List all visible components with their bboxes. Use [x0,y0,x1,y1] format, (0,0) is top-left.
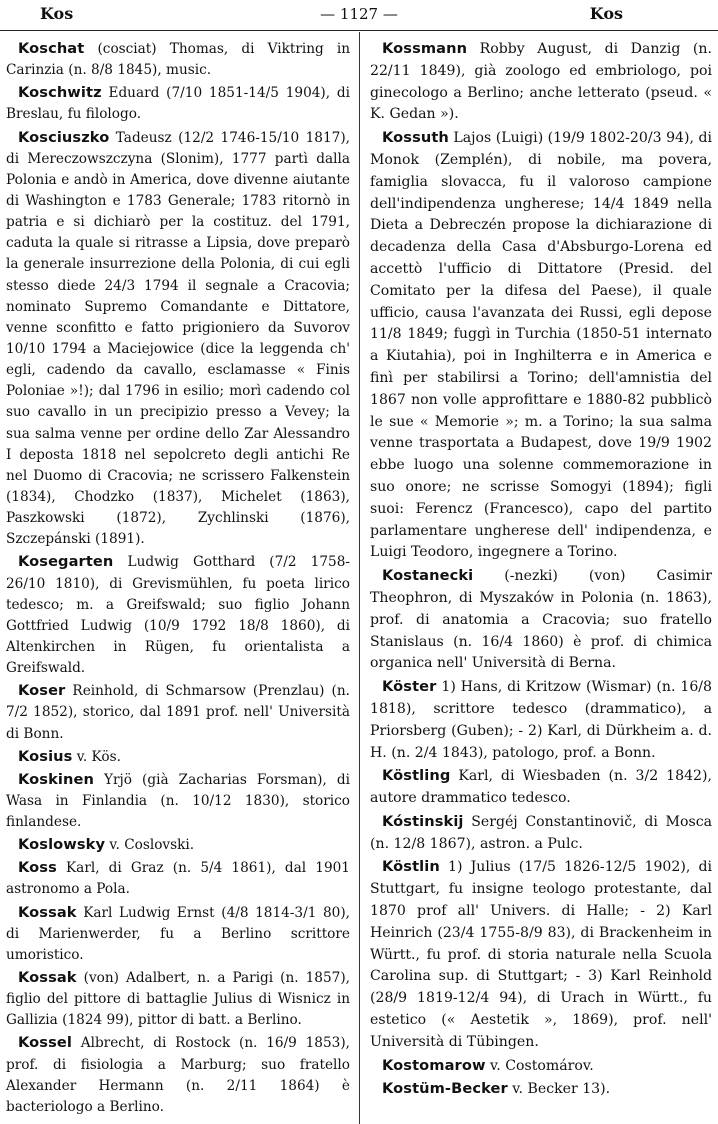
entry-headword: Kosciuszko [18,128,110,146]
entry [370,565,712,675]
entry-headword: Köster [382,678,437,696]
entry-headword: Kostüm-Becker [382,1080,508,1098]
entry-headword: Koss [18,859,57,877]
entry-headword: Kostomarow [382,1056,486,1074]
entry [6,38,350,81]
entry-text: Sergéj Constantinovič, di Mosca (n. 12/8 1867), astron. a Pulc. [370,813,712,852]
entry-text: Eduard (7/10 1851-14/5 1904), di Breslau, fu filologo. [6,85,350,123]
entry [370,856,712,1053]
entry [370,127,712,564]
entry [370,1055,712,1078]
entry-text: 1) Hans, di Kritzow (Wismar) (n. 16/8 1818), scrittore tedesco (drammatico), a Priorsberg (Guben); - 2) Karl, di Dürkheim a. d. H. (n. 2/4 1843), patologo, prof. a Bonn. [370,679,712,761]
entry-headword: Koslowsky [18,836,106,854]
entry-headword: Kossuth [382,129,449,147]
entry-headword: Koskinen [18,770,94,788]
entry-text: Lajos (Luigi) (19/9 1802-20/3 94), di Monok (Zemplén), di nobile, ma povera, famiglia slovacca, fu il valoroso campione dell'indipendenza ungherese; 14/4 1849 nella Dieta a Debreczén propose la dichiarazione di decadenza della Casa d'Absburgo-Lorena ed accettò l'ufficio di Dittatore (Presid. del Comitato per la difesa del Paese), il quale ufficio, causa l'avanzata dei Russi, egli depose 11/8 1849; fuggì in Turchia (1850-51 internato a Kiutahia), poi in Inghilterra e in America e finì per stabilirsi a Torino; dell'amnistia del 1867 non volle approfittare e 1880-82 pubblicò le sue « Memorie »; m. a Torino; la sua salma venne trasportata a Budapest, dove 19/9 1902 ebbe luogo una solenne commemorazione in suo onore; ne scrisse Somogyi (1894); figli suoi: Ferencz (Francesco), capo del partito parlamentare ungherese dell' indipendenza, e Luigi Teodoro, ingegnere a Torino. [370,130,712,561]
entry-text: (-nezki) (von) Casimir Theophron, di Myszaków in Polonia (n. 1863), prof. di anatomia a Cracovia; suo fratello Stanislaus (n. 16/4 1860) è prof. di chimica organica nell' Università di Berna. [370,568,712,672]
entry [6,127,350,551]
entry-headword: Kossmann [382,40,468,57]
entry [6,902,350,966]
entry [6,551,350,679]
entry-text: (von) Adalbert, n. a Parigi (n. 1857), figlio del pittore di battaglie Julius di Wisnicz in Gallizia (1824 99), pittor di batt. a Berlino. [6,970,350,1029]
entry-headword: Kosius [18,747,73,765]
running-head-left: Kos [40,4,74,23]
entry-text: v. Costomárov. [485,1057,594,1074]
entry-headword: Koschwitz [18,84,102,102]
entry-headword: Kossak [18,969,77,987]
entry-text: Karl, di Graz (n. 5/4 1861), dal 1901 astronomo a Pola. [6,860,350,898]
entry-headword: Kossel [18,1034,72,1052]
entry-headword: Kosegarten [18,553,114,571]
running-head-right: Kos [589,4,623,23]
page-number: — 1127 — [320,5,398,23]
entry-text: (cosciat) Thomas, di Viktring in Carinzia (n. 8/8 1845), music. [6,41,350,79]
entry-text: v. Kös. [72,748,121,765]
entry-headword: Köstlin [382,858,440,876]
entry-text: v. Coslovski. [105,837,195,854]
entry-text: Tadeusz (12/2 1746-15/10 1817), di Mereczowszczyna (Slonim), 1777 partì dalla Polonia e andò in America, dove divenne aiutante di Washington e 1783 Generale; 1783 ritornò in patria e si dichiarò per la costituz. del 1791, caduta la quale si ritrasse a Lipsia, dove preparò la generale insurrezione della Polonia, di cui egli stesso diede 24/3 1794 il segnale a Cracovia; nominato Supremo Comandante e Dittatore, venne sconfitto e fatto prigioniero da Suvorov 10/10 1794 a Maciejowice (dice la leggenda ch' egli, cadendo da cavallo, esclamasse « Finis Poloniae »!); dal 1796 in esilio; morì cadendo col suo cavallo in un precipizio presso a Vevey; la sua salma venne per ordine dello Zar Alessandro I deposta 1818 nel sepolcreto degli antichi Re nel Duomo di Cracovia; ne scrissero Falkenstein (1834), Chodzko (1837), Michelet (1863), Paszkowski (1872), Zychlinski (1876), Szczepánski (1891). [6,129,350,548]
entry [370,765,712,810]
entry [6,746,350,768]
entry-text: Reinhold, di Schmarsow (Prenzlau) (n. 7/2 1852), storico, dal 1891 prof. nell' Università di Bonn. [6,683,350,742]
entry-headword: Kostanecki [382,567,474,585]
entry-text: Ludwig Gotthard (7/2 1758-26/10 1810), di Grevismühlen, fu poeta lirico tedesco; m. a Greifswald; suo figlio Johann Gottfried Ludwig (10/9 1792 18/8 1860), di Altenkirchen in Rügen, fu orientalista a Greifswald. [6,554,350,677]
entry-text: Albrecht, di Rostock (n. 16/9 1853), prof. di fisiologia a Marburg; suo fratello Alexander Hermann (n. 2/11 1864) è bacteriologo a Berlino. [6,1035,350,1115]
entry-headword: Kóstinskij [382,812,464,830]
right-column [370,38,712,1102]
entry-headword: Koser [18,682,66,700]
entry [6,1032,350,1118]
entry [6,769,350,833]
page-header [0,0,718,30]
entry-text: 1) Julius (17/5 1826-12/5 1902), di Stuttgart, fu insigne teologo protestante, dal 1870 prof all' Univers. di Halle; - 2) Karl Heinrich (23/4 1755-8/9 83), di Brackenheim in Württ., fu prof. di storia naturale nella Scuola Carolina sup. di Stuttgart; - 3) Karl Reinhold (28/9 1819-12/4 94), di Urach in Württ., fu estetico (« Aestetik », 1869), prof. nell' Università di Tübingen. [370,859,712,1050]
column-divider [359,32,360,1124]
entry [6,857,350,900]
entry [370,811,712,856]
entry [370,1078,712,1101]
entry-text: Yrjö (già Zacharias Forsman), di Wasa in Finlandia (n. 10/12 1830), storico finlandese. [6,771,350,831]
entry-text: v. Becker 13). [507,1081,611,1098]
entry-headword: Köstling [382,767,451,785]
entry [6,82,350,125]
entry-headword: Koschat [18,40,85,57]
left-column [6,38,350,1119]
entry-text: Robby August, di Danzig (n. 22/11 1849), già zoologo ed embriologo, poi ginecologo a Berlino; anche letterato (pseud. « K. Gedan »). [370,41,712,123]
entry [370,38,712,126]
entry-headword: Kossak [18,903,77,921]
entry-text: Karl Ludwig Ernst (4/8 1814-3/1 80), di Marienwerder, fu a Berlino scrittore umoristico. [6,904,350,963]
entry-text: Karl, di Wiesbaden (n. 3/2 1842), autore drammatico tedesco. [370,768,712,807]
entry [370,676,712,764]
header-rule [0,30,718,31]
entry [6,834,350,856]
entry [6,680,350,744]
entry [6,967,350,1031]
